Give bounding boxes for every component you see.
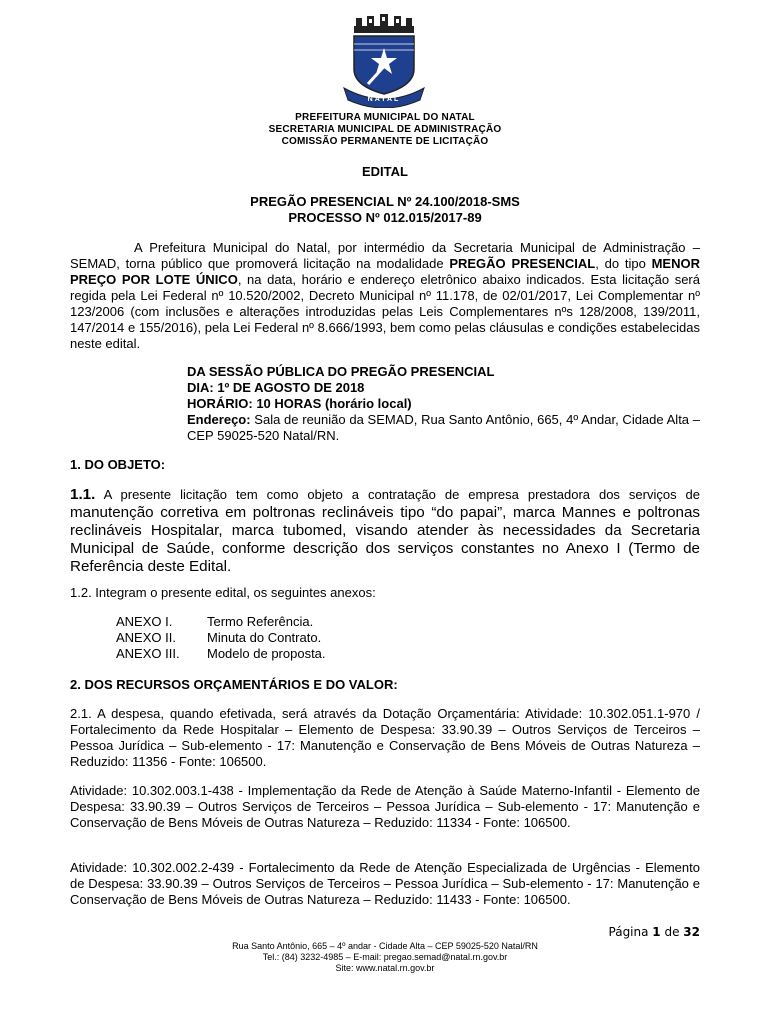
- header-secretaria: SECRETARIA MUNICIPAL DE ADMINISTRAÇÃO: [268, 124, 502, 135]
- footer-contact: Tel.: (84) 3232-4985 – E-mail: pregao.semad@natal.rn.gov.br: [262, 952, 508, 962]
- natal-coat-of-arms-logo: [338, 14, 430, 108]
- header-prefeitura: PREFEITURA MUNICIPAL DO NATAL: [295, 112, 475, 123]
- paragraph-atividade-439: Atividade: 10.302.002.2-439 - Fortalecimento da Rede de Atenção Especializada de Urgências - Elemento de Despesa: 33.90.39 – Outros Serviços de Terceiros – Pessoa Jurídica – Sub-elemento - 17: Manutenção e Conservação de Bens Móveis de Outras Natureza – Reduzido: 11433 - Fonte: 106500.: [70, 860, 700, 907]
- annex-item: ANEXO I. Termo Referência.: [116, 614, 314, 629]
- annex-item: ANEXO II. Minuta do Contrato.: [116, 630, 322, 645]
- footer-address: Rua Santo Antônio, 665 – 4º andar - Cidade Alta – CEP 59025-520 Natal/RN: [232, 941, 538, 951]
- footer-site: Site: www.natal.rn.gov.br: [335, 963, 435, 973]
- session-address: Sala de reunião da SEMAD, Rua Santo Antônio, 665, 4º Andar, Cidade Alta – CEP 59025-520 Natal/RN.: [187, 412, 700, 443]
- intro-text-c: , do tipo: [595, 256, 652, 271]
- intro-paragraph: [70, 240, 700, 352]
- edital-title: EDITAL: [362, 164, 408, 179]
- paragraph-1-1-object: manutenção corretiva em poltronas reclináveis tipo “do papai”, marca Mannes e poltronas reclináveis Hospitalar, marca tubomed, visando atender às necessidades da Secretaria Municipal de Saúde, conforme descrição dos serviços constantes no Anexo I (Termo de Referência deste Edital.: [70, 504, 700, 575]
- paragraph-2-1: 2.1. A despesa, quando efetivada, será através da Dotação Orçamentária: Atividade: 10.302.051.1-970 / Fortalecimento da Rede Hospitalar – Elemento de Despesa: 33.90.39 – Outros Serviços de Terceiros – Pessoa Jurídica – Sub-elemento - 17: Manutenção e Conservação de Bens Móveis de Outras Natureza – Reduzido: 11356 - Fonte: 106500.: [70, 706, 700, 769]
- annex-list: [116, 614, 326, 662]
- session-address-label: Endereço:: [187, 412, 251, 427]
- intro-text-a: A Prefeitura Municipal do Natal, por intermédio da Secretaria Municipal de Administração – SEMAD, torna público que promoverá licitação na modalidade: [70, 240, 700, 271]
- svg-text:NATAL: NATAL: [367, 96, 401, 103]
- paragraph-1-1-intro: A presente licitação tem como objeto a contratação de empresa prestadora dos serviços de: [95, 487, 700, 502]
- header-comissao: COMISSÃO PERMANENTE DE LICITAÇÃO: [281, 136, 489, 147]
- session-time: HORÁRIO: 10 HORAS (horário local): [187, 396, 412, 411]
- paragraph-1-2: 1.2. Integram o presente edital, os seguintes anexos:: [70, 585, 376, 600]
- intro-modalidade: PREGÃO PRESENCIAL: [449, 256, 596, 271]
- paragraph-1-1-number: 1.1.: [70, 486, 96, 503]
- session-date: DIA: 1º DE AGOSTO DE 2018: [187, 380, 365, 395]
- paragraph-1-1: [70, 486, 700, 576]
- paragraph-atividade-438: Atividade: 10.302.003.1-438 - Implementação da Rede de Atenção à Saúde Materno-Infantil - Elemento de Despesa: 33.90.39 – Outros Serviços de Terceiros – Pessoa Jurídica – Sub-elemento - 17: Manutenção e Conservação de Bens Móveis de Outras Natureza – Reduzido: 11334 - Fonte: 106500.: [70, 783, 700, 830]
- processo-number: PROCESSO Nº 012.015/2017-89: [288, 210, 482, 225]
- session-block: [187, 364, 700, 444]
- session-title: DA SESSÃO PÚBLICA DO PREGÃO PRESENCIAL: [187, 364, 495, 379]
- section-objeto-heading: 1. DO OBJETO:: [70, 457, 166, 472]
- page-number: Página 1 de 32: [608, 925, 700, 939]
- pregao-number: PREGÃO PRESENCIAL Nº 24.100/2018-SMS: [250, 194, 520, 209]
- annex-item: ANEXO III. Modelo de proposta.: [116, 646, 326, 661]
- intro-tipo: MENOR PREÇO POR LOTE ÚNICO: [70, 256, 700, 287]
- section-recursos-heading: 2. DOS RECURSOS ORÇAMENTÁRIOS E DO VALOR:: [70, 677, 398, 692]
- intro-text-e: , na data, horário e endereço eletrônico abaixo indicados. Esta licitação será regida pela Lei Federal nº 10.520/2002, Decreto Municipal nº 11.178, de 02/01/2017, Lei Complementar nº 123/2006 (com inclusões e alterações introduzidas pelas Leis Complementares nºs 128/2008, 139/2011, 147/2014 e 155/2016), pela Lei Federal nº 8.666/1993, bem como pelas cláusulas e condições estabelecidas neste edital.: [70, 272, 700, 351]
